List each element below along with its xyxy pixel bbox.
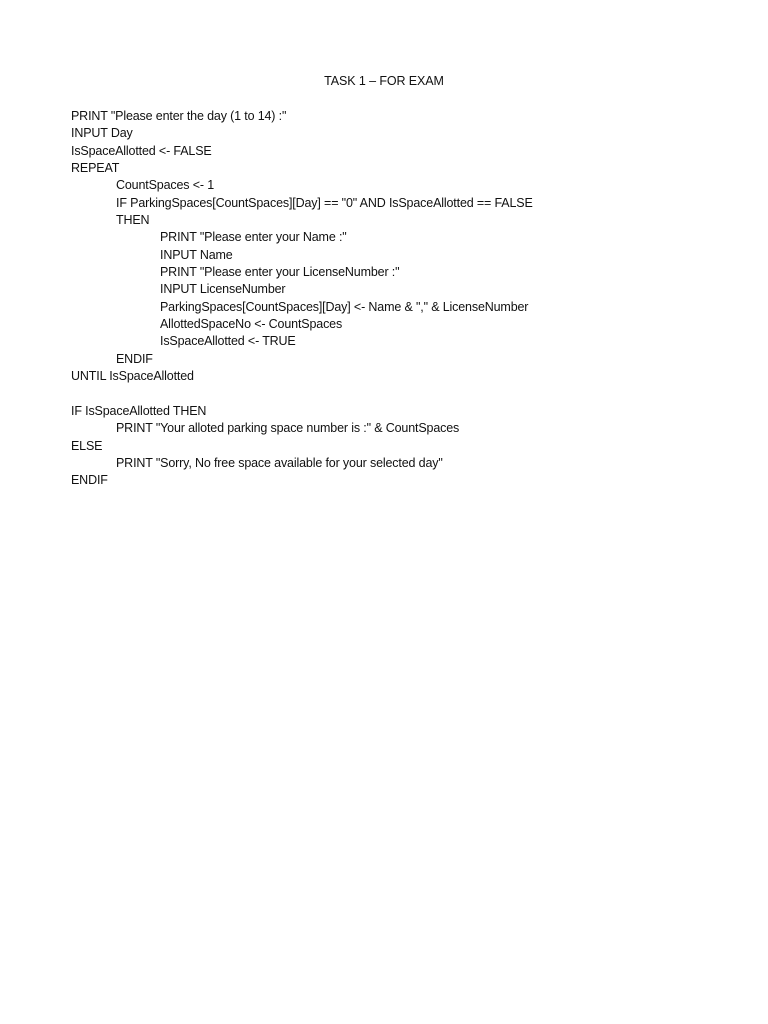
code-line: ENDIF (116, 351, 153, 366)
document-title: TASK 1 – FOR EXAM (324, 74, 444, 88)
code-line: IF IsSpaceAllotted THEN (71, 403, 207, 418)
code-line: PRINT "Please enter the day (1 to 14) :" (71, 109, 287, 123)
code-line: IsSpaceAllotted <- FALSE (71, 143, 212, 158)
pseudocode-block (71, 108, 731, 490)
blank-line (71, 386, 731, 403)
code-line: ELSE (71, 438, 103, 453)
code-line: IsSpaceAllotted <- TRUE (160, 334, 296, 349)
code-line: THEN (116, 213, 150, 228)
code-line: ParkingSpaces[CountSpaces][Day] <- Name & "," & LicenseNumber (160, 299, 529, 314)
code-line: AllottedSpaceNo <- CountSpaces (160, 317, 343, 332)
code-line: PRINT "Please enter your Name :" (160, 230, 347, 245)
code-line: IF ParkingSpaces[CountSpaces][Day] == "0" AND IsSpaceAllotted == FALSE (116, 195, 533, 210)
code-line: UNTIL IsSpaceAllotted (71, 369, 194, 384)
code-line: PRINT "Sorry, No free space available for your selected day" (116, 455, 443, 470)
code-line: ENDIF (71, 473, 108, 488)
code-line: INPUT Name (160, 247, 233, 262)
code-line: INPUT LicenseNumber (160, 282, 286, 297)
code-line: CountSpaces <- 1 (116, 178, 215, 193)
code-line: PRINT "Your alloted parking space number is :" & CountSpaces (116, 421, 460, 436)
code-line: PRINT "Please enter your LicenseNumber :" (160, 265, 400, 280)
code-line: REPEAT (71, 161, 120, 176)
code-line: INPUT Day (71, 126, 133, 141)
